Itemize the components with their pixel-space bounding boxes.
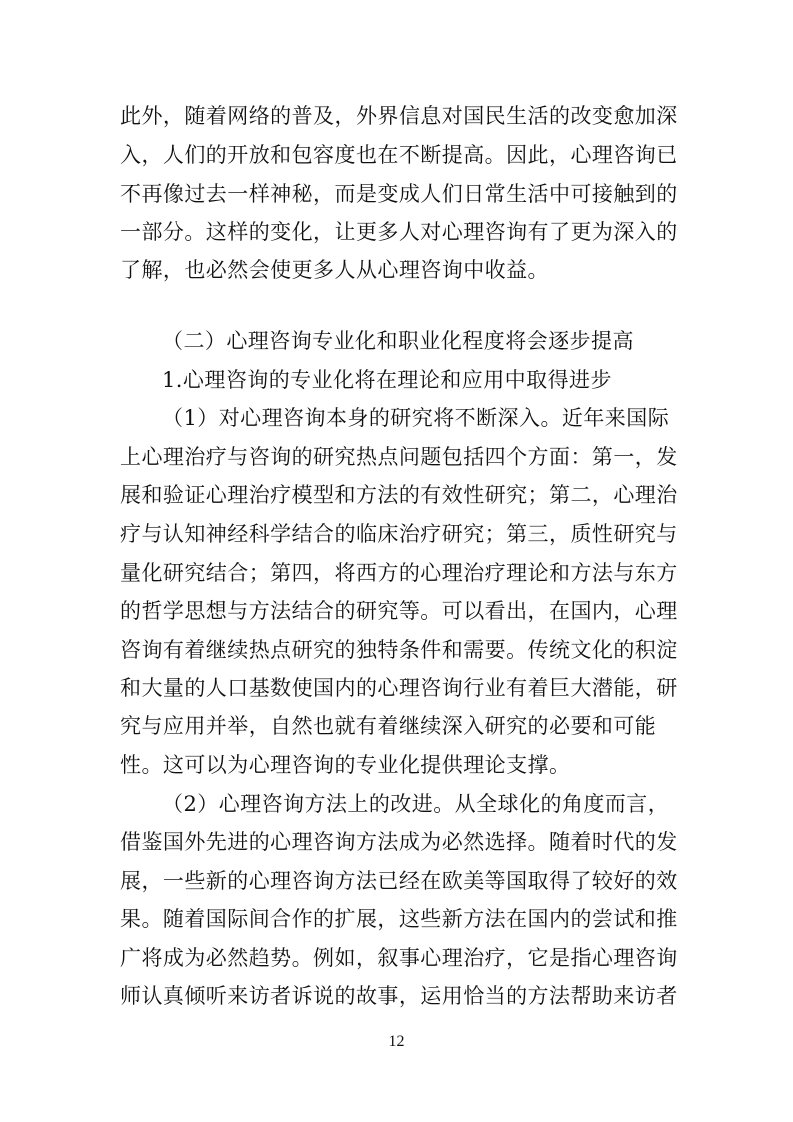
page-number: 12: [388, 1033, 405, 1050]
text-line: 量化研究结合；第四，将西方的心理治疗理论和方法与东方: [120, 561, 678, 585]
text-line: 究与应用并举，自然也就有着继续深入研究的必要和可能: [120, 714, 657, 738]
subsection-heading: 1.心理咨询的专业化将在理论和应用中取得进步: [162, 368, 612, 392]
text-line: 了解，也必然会使更多人从心理咨询中收益。: [120, 258, 549, 282]
text-line: 不再像过去一样神秘，而是变成人们日常生活中可接触到的: [120, 182, 678, 206]
text-line: 和大量的人口基数使国内的心理咨询行业有着巨大潜能，研: [120, 676, 678, 700]
section-heading: （二）心理咨询专业化和职业化程度将会逐步提高: [162, 329, 634, 353]
text-line: 果。随着国际间合作的扩展，这些新方法在国内的尝试和推: [120, 907, 678, 931]
text-line: 师认真倾听来访者诉说的故事，运用恰当的方法帮助来访者: [120, 984, 678, 1008]
text-line: 一部分。这样的变化，让更多人对心理咨询有了更为深入的: [120, 220, 678, 244]
paragraph-first-line: （2）心理咨询方法上的改进。从全球化的角度而言，: [162, 792, 670, 816]
text-line: 咨询有着继续热点研究的独特条件和需要。传统文化的积淀: [120, 638, 678, 662]
text-line: 的哲学思想与方法结合的研究等。可以看出，在国内，心理: [120, 599, 678, 623]
text-line: 展和验证心理治疗模型和方法的有效性研究；第二，心理治: [120, 483, 678, 507]
text-line: 展，一些新的心理咨询方法已经在欧美等国取得了较好的效: [120, 869, 678, 893]
text-line: 借鉴国外先进的心理咨询方法成为必然选择。随着时代的发: [120, 830, 678, 854]
text-line: 广将成为必然趋势。例如，叙事心理治疗，它是指心理咨询: [120, 946, 678, 970]
text-line: 上心理治疗与咨询的研究热点问题包括四个方面：第一，发: [120, 445, 678, 469]
text-line: 性。这可以为心理咨询的专业化提供理论支撑。: [120, 753, 571, 777]
text-line: 入，人们的开放和包容度也在不断提高。因此，心理咨询已: [120, 143, 678, 167]
text-line: 疗与认知神经科学结合的临床治疗研究；第三，质性研究与: [120, 522, 678, 546]
paragraph-first-line: （1）对心理咨询本身的研究将不断深入。近年来国际: [162, 406, 670, 430]
text-line: 此外，随着网络的普及，外界信息对国民生活的改变愈加深: [120, 104, 678, 128]
